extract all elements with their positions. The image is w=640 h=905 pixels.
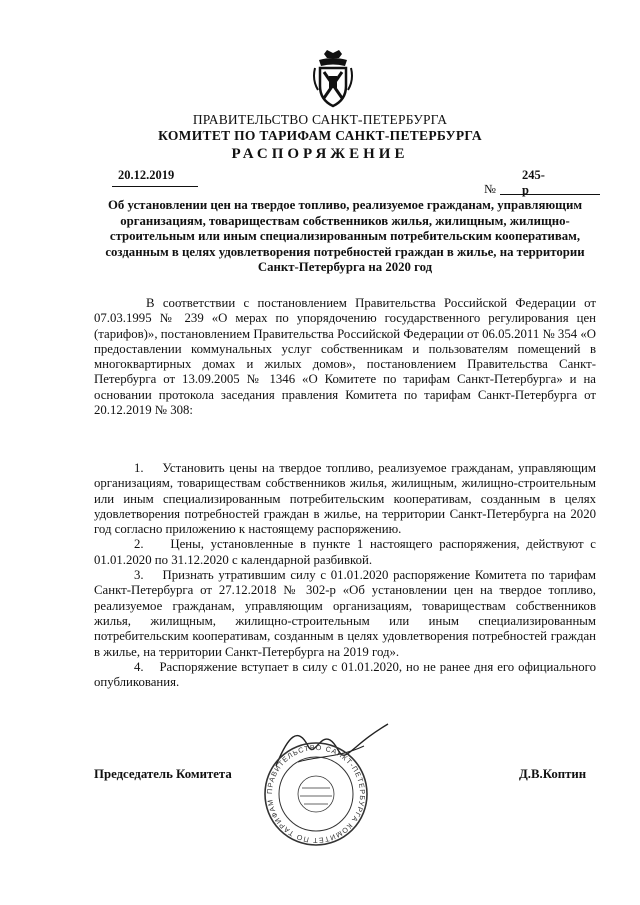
government-title: ПРАВИТЕЛЬСТВО САНКТ-ПЕТЕРБУРГА <box>192 112 448 127</box>
order-item-4: 4. Распоряжение вступает в силу с 01.01.2020, но не ранее дня его официального опубликования. <box>94 659 596 690</box>
stamp-text: ПРАВИТЕЛЬСТВО САНКТ-ПЕТЕРБУРГА КОМИТЕТ ПО ТАРИФАМ <box>264 742 368 846</box>
order-items <box>94 461 596 690</box>
committee-title: КОМИТЕТ ПО ТАРИФАМ САНКТ-ПЕТЕРБУРГА <box>158 128 482 143</box>
date-underline <box>112 186 198 187</box>
signatory-name: Д.В.Коптин <box>519 767 587 781</box>
document-type: РАСПОРЯЖЕНИЕ <box>231 146 409 162</box>
number-underline <box>500 194 600 195</box>
document-number: 245-р <box>522 168 545 197</box>
document-date: 20.12.2019 <box>118 168 175 182</box>
order-item-1: 1. Установить цены на твердое топливо, реализуемое гражданам, управляющим организациям, товариществам собственников жилья, жилищным, жилищно-строительным или иным специализированным потребительским кооперативам, созданным в целях удовлетворения потребностей граждан в жилье, на территории Санкт-Петербурга на 2020 год согласно приложению к настоящему распоряжению. <box>94 461 596 537</box>
preamble-paragraph: В соответствии с постановлением Правительства Российской Федерации от 07.03.1995 № 239 «О мерах по упорядочению государственного регулирования цен (тарифов)», постановлением Правительства Российской Федерации от 06.05.2011 № 354 «О предоставлении коммунальных услуг собственникам и пользователям помещений в многоквартирных домах и жилых домов», постановлением Правительства Санкт-Петербурга от 13.09.2005 № 1346 «О Комитете по тарифам Санкт-Петербурга» и на основании протокола заседания правления Комитета по тарифам Санкт-Петербурга от 20.12.2019 № 308: <box>94 296 596 418</box>
official-stamp <box>262 740 370 848</box>
order-item-2: 2. Цены, установленные в пункте 1 настоящего распоряжения, действуют с 01.01.2020 по 31.12.2020 с календарной разбивкой. <box>94 537 596 567</box>
order-item-3: 3. Признать утратившим силу с 01.01.2020 распоряжение Комитета по тарифам Санкт-Петербурга от 27.12.2018 № 302-р «Об установлении цен на твердое топливо, реализуемое гражданам, управляющим организациям, товариществам собственников жилья, жилищным, жилищно-строительным или иным специализированным потребительским кооперативам, созданным в целях удовлетворения потребностей граждан в жилье, на территории Санкт-Петербурга на 2019 год». <box>94 568 596 659</box>
coat-of-arms-icon <box>312 50 354 108</box>
document-subject: Об установлении цен на твердое топливо, реализуемое гражданам, управляющим организациям, товариществам собственников жилья, жилищным, жилищно-строительным или иным специализированным потребительским кооперативам, созданным в целях удовлетворения потребностей граждан в жилье, на территории Санкт-Петербурга на 2020 год <box>105 198 585 274</box>
number-sign: № <box>484 182 496 196</box>
signatory-position: Председатель Комитета <box>94 767 232 781</box>
